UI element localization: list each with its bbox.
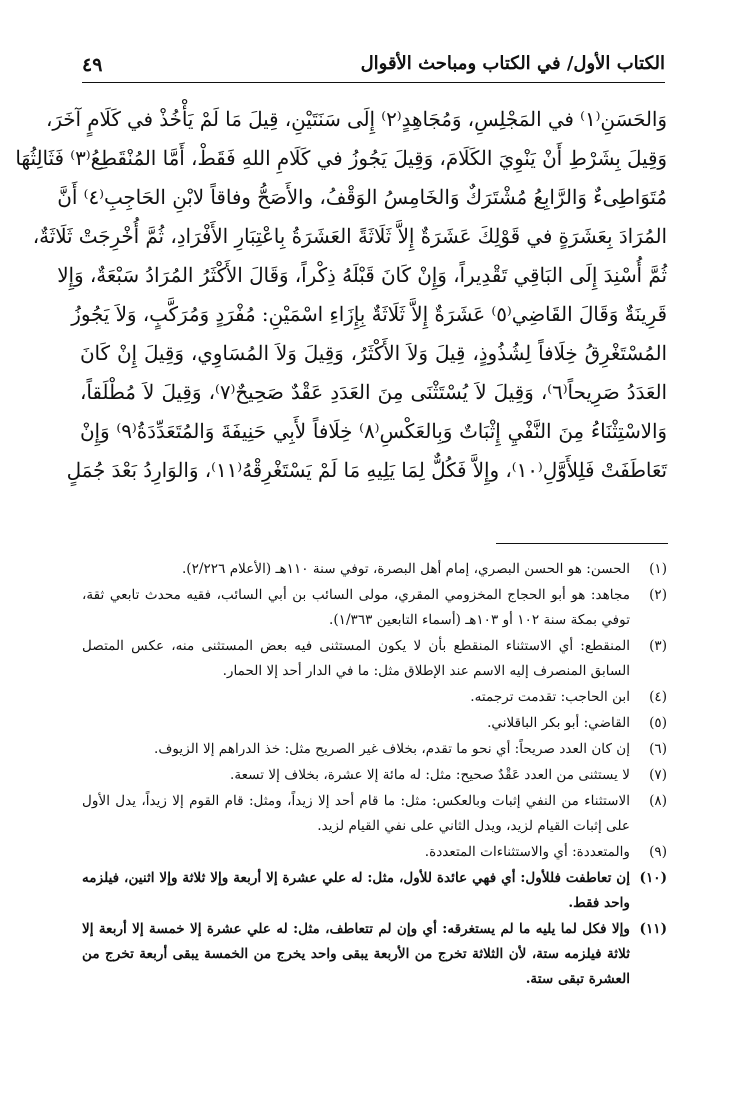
footnote-number: (١) — [649, 561, 667, 577]
footnote — [82, 711, 667, 736]
footnote — [82, 917, 667, 992]
footnote-text: مجاهد: هو أبو الحجاج المخزومي المقري، مولى السائب بن أبي السائب، فقيه محدث تابعي ثقة، توفي بمكة سنة ١٠٢ أو ١٠٣هـ (أسماء التابعين ١/٣٦٣). — [82, 587, 631, 628]
text-line: ثُمَّ أُسْنِدَ إِلَى البَاقِي تَقْدِيراً، وَإِنْ كَانَ قَبْلَهُ ذِكْراً، وَقَالَ الأَكْثَرُ المُرَادُ سَبْعَةٌ، وَإِلا — [57, 264, 667, 287]
footnote-text: ابن الحاجب: تقدمت ترجمته. — [470, 689, 630, 705]
footnote-text: الاستثناء من النفي إثبات وبالعكس: مثل: ما قام أحد إلا زيداً، ومثل: قام القوم إلا زيداً، يدل الأول على إثبات القيام لزيد، ويدل الثاني على نفي القيام لزيد. — [82, 793, 630, 834]
running-head: الكتاب الأول/ في الكتاب ومباحث الأقوال — [360, 53, 665, 74]
footnote-text: المنقطع: أي الاستثناء المنقطع بأن لا يكون المستثنى فيه بعض المستثنى منه، عكس المتصل السابق المنصرف إليه الاسم عند الإطلاق مثل: ما في الدار أحد إلا الحمار. — [82, 638, 630, 679]
text-line: تَعَاطَفَتْ فَلِلأَوَّلِ⁽١٠⁾، وإِلاَّ فَكُلٌّ لِمَا يَلِيهِ مَا لَمْ يَسْتَغْرِقْهُ⁽١١⁾، وَالوَارِدُ بَعْدَ جُمَلٍ — [66, 459, 667, 482]
footnote-number: (٦) — [649, 741, 667, 757]
text-line: المُرَادَ بِعَشَرَةٍ في قَوْلِكَ عَشَرَةٌ إِلاَّ ثَلَاثَةً العَشَرَةُ بِاعْتِبَارِ الأَفْرَادِ، ثُمَّ أُخْرِجَتْ ثَلَاثَةٌ، — [32, 225, 667, 248]
footnote-divider — [496, 543, 668, 544]
footnote-number: (٣) — [649, 638, 667, 654]
footnote — [82, 866, 667, 916]
footnote — [82, 583, 667, 633]
footnote — [82, 557, 667, 582]
text-line: وَقِيلَ بِشَرْطِ أَنْ يَنْوِيَ الكَلَامَ، وَقِيلَ يَجُوزُ في كَلَامِ اللهِ فَقَطْ، أَمَّا المُنْقَطِعُ⁽٣⁾ فَثَالِثُهَا — [15, 147, 667, 170]
footnote-number: (٩) — [649, 844, 667, 860]
page-number: ٤٩ — [82, 54, 103, 76]
text-line: العَدَدُ صَرِيحاً⁽٦⁾، وَقِيلَ لاَ يُسْتَثْنَى مِنَ العَدَدِ عَقْدٌ صَحِيحٌ⁽٧⁾، وَقِيلَ لاَ مُطْلَقاً، — [80, 381, 668, 404]
footnote-text: إن تعاطفت فللأول: أي فهي عائدة للأول، مثل: له علي عشرة إلا أربعة وإلا ثلاثة وإلا اثنين، فيلزمه واحد فقط. — [82, 870, 630, 911]
text-line: قَرِينَةٌ وَقَالَ القَاضِي⁽٥⁾ عَشَرَةٌ إِلاَّ ثَلَاثَةٌ بِإِزَاءِ اسْمَيْنِ: مُفْرَدٍ وَمُرَكَّبٍ، وَلاَ يَجُوزُ — [71, 303, 667, 326]
footnote-number: (١١) — [639, 921, 667, 937]
text-line: وَالاسْتِثْنَاءُ مِنَ النَّفْيِ إِثْبَاتٌ وَبِالعَكْسِ⁽٨⁾ خِلَافاً لأَبِي حَنِيفَةَ وَالمُتَعَدِّدَةُ⁽٩⁾ وَإِنْ — [80, 420, 667, 443]
footnote — [82, 840, 667, 865]
footnote-text: إن كان العدد صريحاً: أي نحو ما تقدم، بخلاف غير الصريح مثل: خذ الدراهم إلا الزيوف. — [154, 741, 630, 757]
main-text — [15, 100, 668, 490]
footnote-number: (١٠) — [639, 870, 667, 886]
footnote — [82, 634, 667, 684]
footnote-number: (٧) — [649, 767, 667, 783]
footnote — [82, 737, 667, 762]
footnote — [82, 763, 667, 788]
footnote — [82, 789, 667, 839]
footnote-number: (٥) — [649, 715, 667, 731]
footnotes — [82, 557, 667, 993]
footnote-number: (٢) — [649, 587, 667, 603]
footnote-text: لا يستثنى من العدد عَقْدٌ صحيح: مثل: له مائة إلا عشرة، بخلاف إلا تسعة. — [230, 767, 630, 783]
text-line: وَالحَسَنِ⁽١⁾ في المَجْلِسِ، وَمُجَاهِدٍ⁽٢⁾ إِلَى سَنَتَيْنِ، قِيلَ مَا لَمْ يَأْخُذْ في كَلَامٍ آخَرَ، — [45, 108, 667, 131]
text-line: مُتَوَاطِىءٌ وَالرَّابِعُ مُشْتَرَكٌ وَالخَامِسُ الوَقْفُ، والأَصَحُّ وفاقاً لابْنِ الحَاجِبِ⁽٤⁾ أَنَّ — [57, 186, 667, 209]
footnote-number: (٨) — [649, 793, 667, 809]
footnote-text: وإلا فكل لما يليه ما لم يستغرقه: أي وإن لم تتعاطف، مثل: له علي عشرة إلا خمسة إلا أربعة إلا ثلاثة فيلزمه ستة، لأن الثلاثة تخرج من الأربعة يبقى واحد يخرج من الخمسة يبقى أربعة تخرج من العشرة تبقى ستة. — [82, 921, 630, 987]
footnote-number: (٤) — [649, 689, 667, 705]
footnote — [82, 685, 667, 710]
footnote-text: والمتعددة: أي والاستثناءات المتعددة. — [424, 844, 630, 860]
page-header — [82, 52, 665, 83]
text-line: المُسْتَغْرِقُ خِلَافاً لِشُذُوذٍ، قِيلَ وَلاَ الأَكْثَرُ، وَقِيلَ وَلاَ المُسَاوِي، وَقِيلَ إِنْ كَانَ — [80, 342, 667, 365]
footnote-text: القاضي: أبو بكر الباقلاني. — [487, 715, 630, 731]
footnote-text: الحسن: هو الحسن البصري، إمام أهل البصرة، توفي سنة ١١٠هـ (الأعلام ٢/٢٢٦). — [181, 561, 630, 577]
